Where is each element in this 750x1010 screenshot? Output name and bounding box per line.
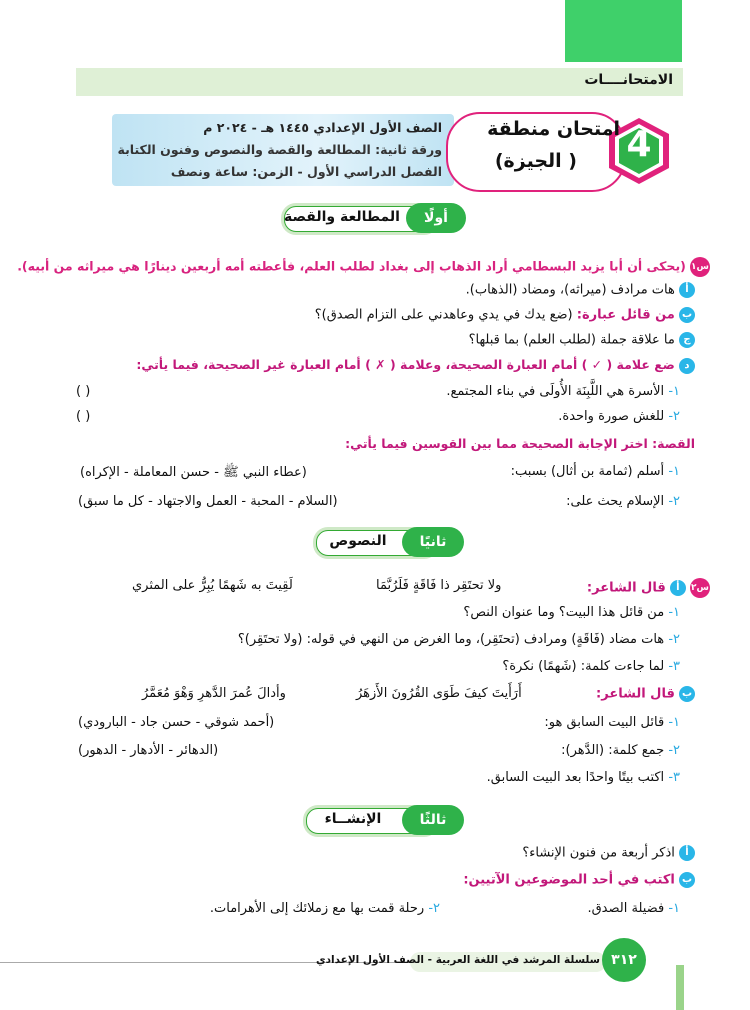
topic-1 [587, 901, 680, 916]
q2-b-row [596, 686, 695, 702]
q1-d-item-2-paren: ( ) [76, 409, 91, 424]
story-item-1 [511, 464, 680, 479]
q1-d-item-1 [446, 384, 680, 399]
item-text: أسلم (ثمامة بن أثال) بسبب: [510, 464, 665, 479]
story-heading: القصة: اختر الإجابة الصحيحة مما بين القوسين فيما يأتي: [345, 436, 695, 451]
item-text: فضيلة الصدق. [587, 901, 665, 916]
info-line-1: الصف الأول الإعدادي ١٤٤٥ هـ - ٢٠٢٤ م [203, 120, 442, 135]
q3-b [463, 872, 695, 888]
bullet-b: ب [679, 686, 695, 702]
q2-b-item-1 [544, 715, 680, 730]
bullet-c: ج [679, 332, 695, 348]
q2-b-item-2-options: (الدهائر - الأدهار - الدهور) [78, 743, 219, 758]
q1-passage: (يحكى أن أبا يزيد البسطامي أراد الذهاب إلى بغداد لطلب العلم، فأعطته أمه أربعين دينارًا هي ميراثه من أبيه). [17, 258, 686, 274]
item-number: ٢- [428, 901, 440, 916]
q1-d-item-1-paren: ( ) [76, 384, 91, 399]
item-number: ١- [668, 464, 680, 479]
top-color-block [565, 0, 682, 62]
item-number: ٢- [668, 743, 680, 758]
item-number: ٣- [668, 770, 680, 785]
page-number: ٣١٢ [602, 938, 646, 982]
verse-1-first: ولا تحتَقِر ذا فَاقَةٍ فَلَرُبَّمَا [376, 578, 502, 593]
bullet-a: أ [670, 580, 686, 596]
q3-a [522, 845, 695, 861]
q2-a-item-1 [463, 605, 680, 620]
verse-2-first: أَرَأَيتَ كيفَ طَوَى القُرُونَ الأَزهَرُ [356, 686, 522, 701]
q1-c-text: ما علاقة جملة (لطلب العلم) بما قبلها؟ [468, 332, 675, 348]
footer-series: سلسلة المرشد في اللغة العربية - الصف الأول الإعدادي [316, 954, 600, 966]
q1-row [17, 257, 710, 277]
section-header: الامتحانــــات [584, 72, 673, 88]
info-line-2: ورقة ثانية: المطالعة والقصة والنصوص وفنون الكتابة [117, 142, 442, 157]
q1-number-badge: س١ [690, 257, 710, 277]
item-text: جمع كلمة: (الدَّهر): [561, 743, 665, 758]
item-text: لما جاءت كلمة: (شَهمًا) نكرة؟ [502, 659, 665, 674]
section-1-badge: أولًا [406, 203, 466, 233]
item-number: ٢- [668, 494, 680, 509]
topic-2 [210, 901, 440, 916]
q1-d-text: ضع علامة ( ✓ ) أمام العبارة الصحيحة، وعلامة ( ✗ ) أمام العبارة غير الصحيحة، فيما يأتي: [136, 357, 675, 372]
item-number: ١- [668, 384, 680, 399]
info-line-3: الفصل الدراسي الأول - الزمن: ساعة ونصف [170, 164, 442, 179]
item-text: قائل البيت السابق هو: [544, 715, 665, 730]
q2-b-item-3 [487, 770, 680, 785]
header-band [76, 68, 683, 96]
item-number: ٣- [668, 659, 680, 674]
q1-c [469, 332, 695, 348]
side-strip [676, 965, 684, 1010]
q2-number-badge: س٢ [690, 578, 710, 598]
story-item-2-options: (السلام - المحبة - العمل والاجتهاد - كل ما سبق) [78, 494, 338, 509]
item-number: ٢- [668, 409, 680, 424]
item-text: رحلة قمت بها مع زملائك إلى الأهرامات. [209, 901, 425, 916]
section-3-badge: ثالثًا [402, 805, 464, 835]
exam-info-box [112, 114, 454, 186]
q3-b-text: اكتب في أحد الموضوعين الآتيين: [463, 872, 675, 888]
item-number: ١- [668, 901, 680, 916]
bullet-b: ب [679, 307, 695, 323]
item-text: الأسرة هي اللَّبِنَة الأُولَى في بناء المجتمع. [446, 384, 665, 399]
exam-region: ( الجيزة) [494, 150, 577, 172]
q2-b-label: قال الشاعر: [596, 686, 675, 702]
story-item-1-options: (عطاء النبي ﷺ - حسن المعاملة - الإكراه) [80, 465, 307, 480]
item-number: ٢- [668, 632, 680, 647]
section-2-title: النصوص [329, 533, 387, 549]
verse-1-second: لَقِيتَ به شَهمًا يُبِرُّ على المثري [132, 578, 293, 593]
exam-number: 4 [626, 124, 652, 165]
item-text: للغش صورة واحدة. [558, 409, 665, 424]
item-number: ١- [668, 715, 680, 730]
q2-a-label: قال الشاعر: [586, 580, 666, 596]
q1-b-label: من قائل عبارة: [576, 307, 675, 323]
section-1-title: المطالعة والقصة [284, 209, 400, 225]
item-text: هات مضاد (فَاقَةٍ) ومرادف (تحتَقِر)، وما الغرض من النهي في قوله: (ولا تحتَقِر)؟ [237, 632, 665, 647]
verse-2-second: وأدالَ عُمرَ الدَّهرِ وَهْوَ مُعَمَّرُ [142, 686, 286, 701]
item-text: اكتب بيتًا واحدًا بعد البيت السابق. [486, 770, 665, 785]
q2-a-item-2 [238, 632, 680, 647]
exam-title: امتحان منطقة [487, 118, 620, 140]
q1-d-item-2 [558, 409, 680, 424]
q1-b [315, 307, 695, 323]
q2-b-item-1-options: (أحمد شوقي - حسن جاد - البارودي) [78, 715, 275, 730]
bullet-a: أ [679, 845, 695, 861]
section-2-badge: ثانيًا [402, 527, 464, 557]
q2-b-item-2 [561, 743, 680, 758]
item-number: ١- [668, 605, 680, 620]
q2-a-item-3 [502, 659, 680, 674]
item-text: الإسلام يحث على: [566, 494, 665, 509]
q3-a-text: اذكر أربعة من فنون الإنشاء؟ [522, 845, 675, 861]
q1-a [466, 282, 695, 298]
q2-a-row [587, 578, 710, 598]
story-item-2 [566, 494, 680, 509]
bullet-d: د [679, 358, 695, 374]
bullet-a: أ [679, 282, 695, 298]
item-text: من قائل هذا البيت؟ وما عنوان النص؟ [463, 605, 665, 620]
q1-b-text: (ضع يدك في يدي وعاهدني على التزام الصدق)؟ [314, 307, 573, 323]
q1-d [136, 357, 695, 374]
q1-a-text: هات مرادف (ميراثه)، ومضاد (الذهاب). [465, 282, 675, 298]
bullet-b: ب [679, 872, 695, 888]
section-3-title: الإنشــاء [324, 811, 382, 827]
